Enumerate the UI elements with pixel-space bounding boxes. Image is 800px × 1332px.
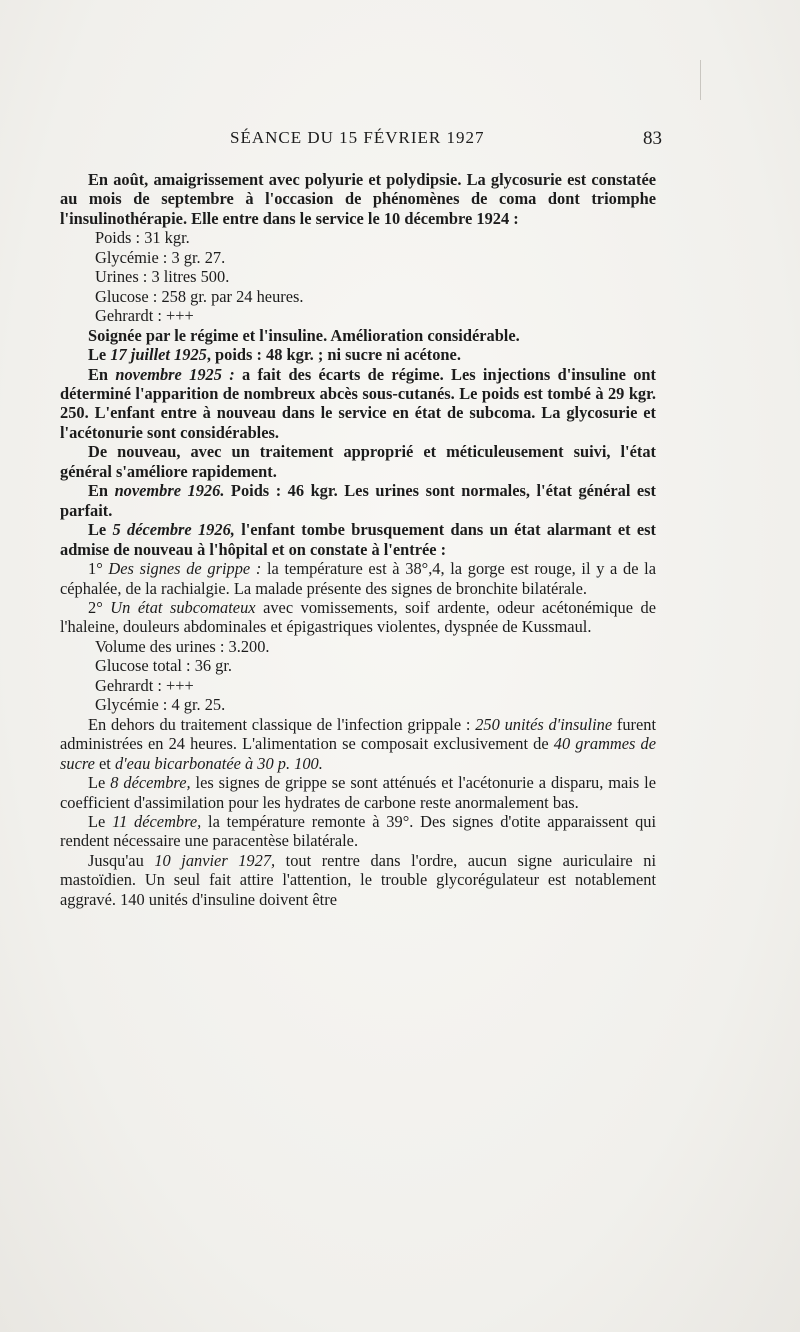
list-item: Gehrardt : +++ [95,675,194,695]
paragraph-recovery: De nouveau, avec un traitement approprié et méticuleusement suivi, l'état général s'améliore rapidement. [60,442,656,481]
paragraph-november-1925: En novembre 1925 : a fait des écarts de régime. Les injections d'insuline ont déterminé l'apparition de nombreux abcès sous-cutanés. Le poids est tombé à 29 kgr. 250. L'enfant entre à nouveau dans le service en état de subcoma. La glycosurie et l'acétonurie sont considérables. [60,364,656,442]
paragraph-grippe-signs: 1° Des signes de grippe : la température est à 38°,4, la gorge est rouge, il y a de la céphalée, de la rachialgie. La malade présente des signes de bronchite bilatérale. [60,559,656,598]
list-item: Glycémie : 3 gr. 27. [95,247,226,267]
running-title: SÉANCE DU 15 FÉVRIER 1927 [230,128,485,147]
list-item: Poids : 31 kgr. [95,228,190,248]
scan-edge-mark [700,60,701,100]
paragraph-treatment-details: En dehors du traitement classique de l'infection grippale : 250 unités d'insuline furent administrées en 24 heures. L'alimentation se composait exclusivement de 40 grammes de sucre et d'eau bicarbonatée à 30 p. 100. [60,714,656,773]
paragraph-onset: En août, amaigrissement avec polyurie et polydipsie. La glycosurie est constatée au mois de septembre à l'occasion de phénomènes de coma dont triomphe l'insulinothérapie. Elle entre dans le service le 10 décembre 1924 : [60,170,656,228]
body-text [60,170,656,909]
list-item: Glucose total : 36 gr. [95,656,233,676]
paragraph-january-1927: Jusqu'au 10 janvier 1927, tout rentre dans l'ordre, aucun signe auriculaire ni mastoïdien. Un seul fait attire l'attention, le trouble glycorégulateur est notablement aggravé. 140 unités d'insuline doivent être [60,850,656,909]
running-head [60,128,660,158]
paragraph-subcoma: 2° Un état subcomateux avec vomissements, soif ardente, odeur acétonémique de l'haleine, douleurs abdominales et épigastriques violentes, dyspnée de Kussmaul. [60,597,656,637]
paragraph-december-11: Le 11 décembre, la température remonte à 39°. Des signes d'otite apparaissent qui rendent nécessaire une paracentèse bilatérale. [60,811,657,851]
paragraph-treatment: Soignée par le régime et l'insuline. Amélioration considérable. [88,325,520,345]
list-item: Glycémie : 4 gr. 25. [95,695,226,715]
page-number: 83 [643,128,662,149]
list-item: Gehrardt : +++ [95,306,194,326]
list-item: Volume des urines : 3.200. [95,636,270,656]
paragraph-july-1925: Le 17 juillet 1925, poids : 48 kgr. ; ni sucre ni acétone. [88,345,461,365]
paragraph-november-1926: En novembre 1926. Poids : 46 kgr. Les urines sont normales, l'état général est parfait. [60,481,656,520]
list-item: Glucose : 258 gr. par 24 heures. [95,286,304,306]
paragraph-december-5: Le 5 décembre 1926, l'enfant tombe brusquement dans un état alarmant et est admise de nouveau à l'hôpital et on constate à l'entrée : [60,520,656,559]
list-item: Urines : 3 litres 500. [95,267,230,287]
paragraph-december-8: Le 8 décembre, les signes de grippe se sont atténués et l'acétonurie a disparu, mais le coefficient d'assimilation pour les hydrates de carbone reste anormalement bas. [60,773,656,812]
